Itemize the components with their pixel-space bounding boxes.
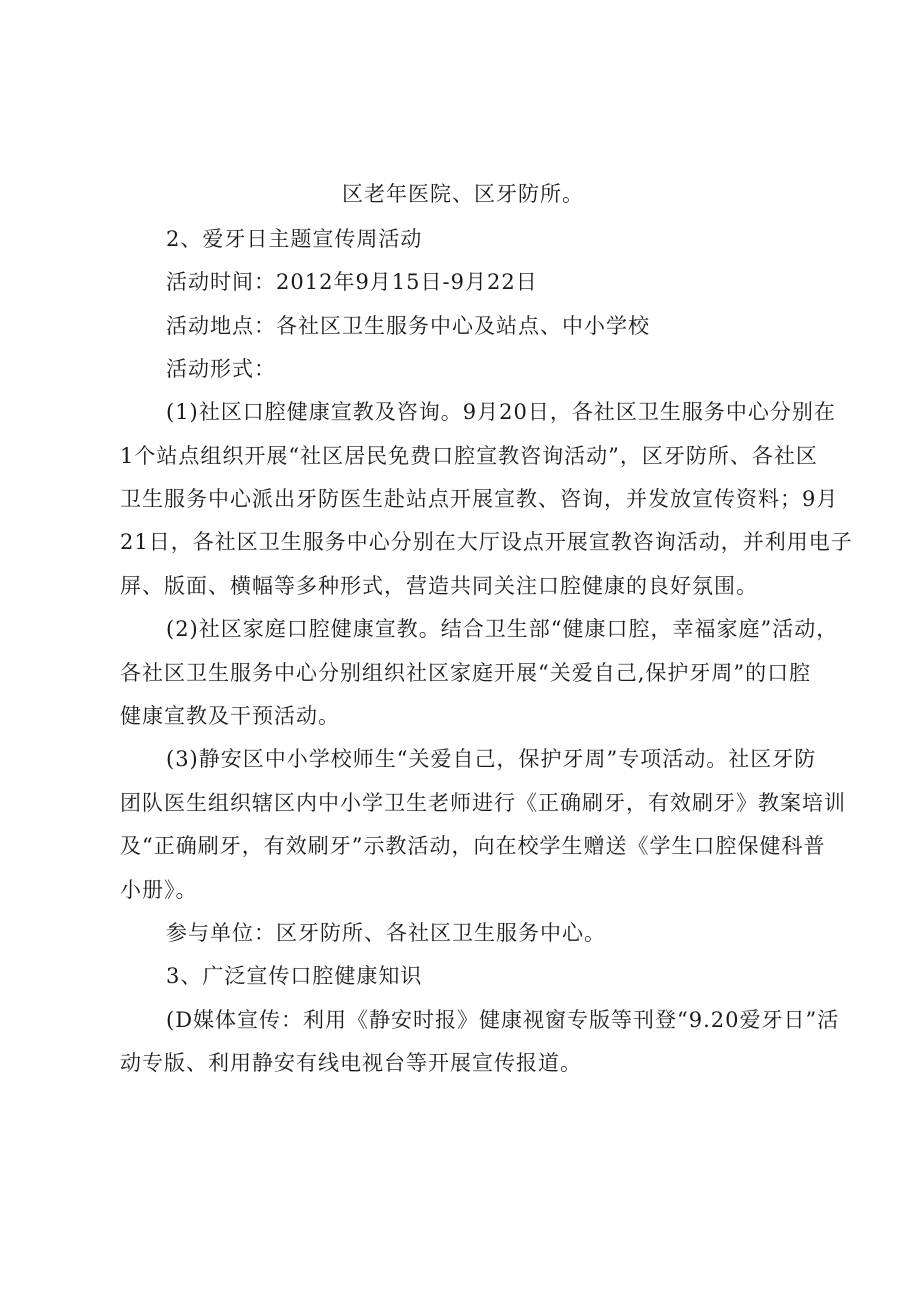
item-1-line-2: 1个站点组织开展“社区居民免费口腔宣教咨询活动”，区牙防所、各社区	[120, 444, 818, 468]
item-3-line-3: 及“正确刷牙，有效刷牙”示教活动，向在校学生赠送《学生口腔保健科普	[120, 834, 826, 858]
continued-line: 区老年医院、区牙防所。	[342, 182, 584, 206]
item-3-line-4: 小册》。	[120, 878, 198, 902]
item-2-line-1: (2)社区家庭口腔健康宣教。结合卫生部“健康口腔，幸福家庭”活动，	[166, 617, 839, 641]
media-line-2: 动专版、利用静安有线电视台等开展宣传报道。	[120, 1051, 582, 1075]
activity-time: 活动时间：2012年9月15日-9月22日	[166, 270, 538, 294]
item-2-line-2: 各社区卫生服务中心分别组织社区家庭开展“关爱自己,保护牙周”的口腔	[120, 661, 812, 685]
activity-form-label: 活动形式：	[166, 357, 276, 381]
item-1-line-5: 屏、版面、横幅等多种形式，营造共同关注口腔健康的良好氛围。	[120, 574, 758, 598]
item-3-line-1: (3)静安区中小学校师生“关爱自己，保护牙周”专项活动。社区牙防	[166, 747, 817, 771]
activity-location: 活动地点：各社区卫生服务中心及站点、中小学校	[166, 314, 650, 338]
section-2-heading: 2、爱牙日主题宣传周活动	[166, 227, 423, 251]
participants: 参与单位：区牙防所、各社区卫生服务中心。	[166, 921, 606, 945]
item-1-line-4: 21日，各社区卫生服务中心分别在大厅设点开展宣教咨询活动，并利用电子	[120, 530, 853, 554]
item-3-line-2: 团队医生组织辖区内中小学卫生老师进行《正确刷牙，有效刷牙》教案培训	[120, 791, 846, 815]
item-1-line-1: (1)社区口腔健康宣教及咨询。9月20日，各社区卫生服务中心分别在	[166, 400, 836, 424]
item-2-line-3: 健康宣教及干预活动。	[120, 704, 340, 728]
media-line-1: (D媒体宣传：利用《静安时报》健康视窗专版等刊登“9.20爱牙日”活	[166, 1008, 840, 1032]
section-3-heading: 3、广泛宣传口腔健康知识	[166, 964, 423, 988]
item-1-line-3: 卫生服务中心派出牙防医生赴站点开展宣教、咨询，并发放宣传资料；9月	[120, 487, 839, 511]
